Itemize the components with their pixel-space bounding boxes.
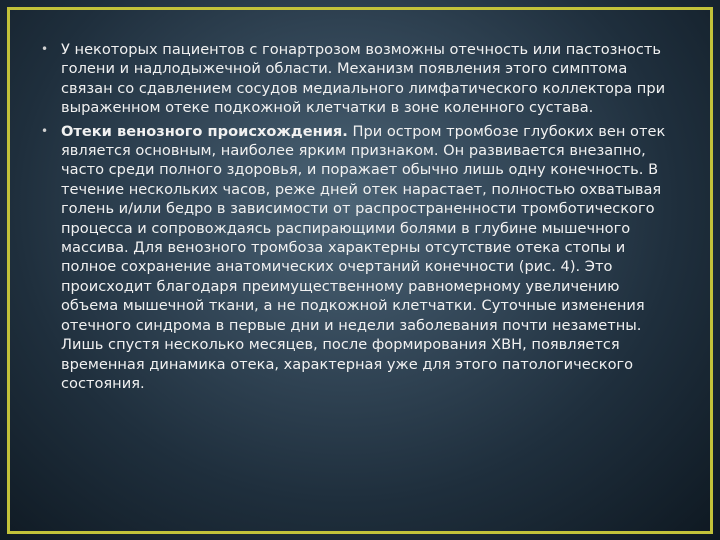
bullet-item-gonarthrosis [40, 40, 678, 118]
bullet-list [40, 40, 678, 393]
bullet-item-venous-edema [40, 122, 678, 394]
paragraph-bold-lead: Отеки венозного происхождения. [61, 122, 348, 140]
bullet-icon: • [41, 42, 49, 56]
bullet-icon: • [41, 123, 49, 138]
slide-content [40, 40, 678, 397]
paragraph-text: При остром тромбозе глубоких вен отек является основным, наиболее ярким признаком. Он развивается внезапно, часто среди полного здоровья, и поражает обычно лишь одну конечность. В течение нескольких часов, реже дней отек нарастает, полностью охватывая голень и/или бедро в зависимости от распространенности тромботического процесса и сопровождаясь распирающими болями в глубине мышечного массива. Для венозного тромбоза характерны отсутствие отека стопы и полное сохранение анатомических очертаний конечности (рис. 4). Это происходит благодаря преимущественному равномерному увеличению объема мышечной ткани, а не подкожной клетчатки. Суточные изменения отечного синдрома в первые дни и недели заболевания почти незаметны. Лишь спустя несколько месяцев, после формирования ХВН, появляется временная динамика отека, характерная уже для этого патологического состояния. [61, 122, 666, 392]
paragraph-text: У некоторых пациентов с гонартрозом возможны отечность или пастозность голени и надлодыжечной области. Механизм появления этого симптома связан со сдавлением сосудов медиального лимфатического коллектора при выраженном отеке подкожной клетчатки в зоне коленного сустава. [61, 41, 666, 117]
